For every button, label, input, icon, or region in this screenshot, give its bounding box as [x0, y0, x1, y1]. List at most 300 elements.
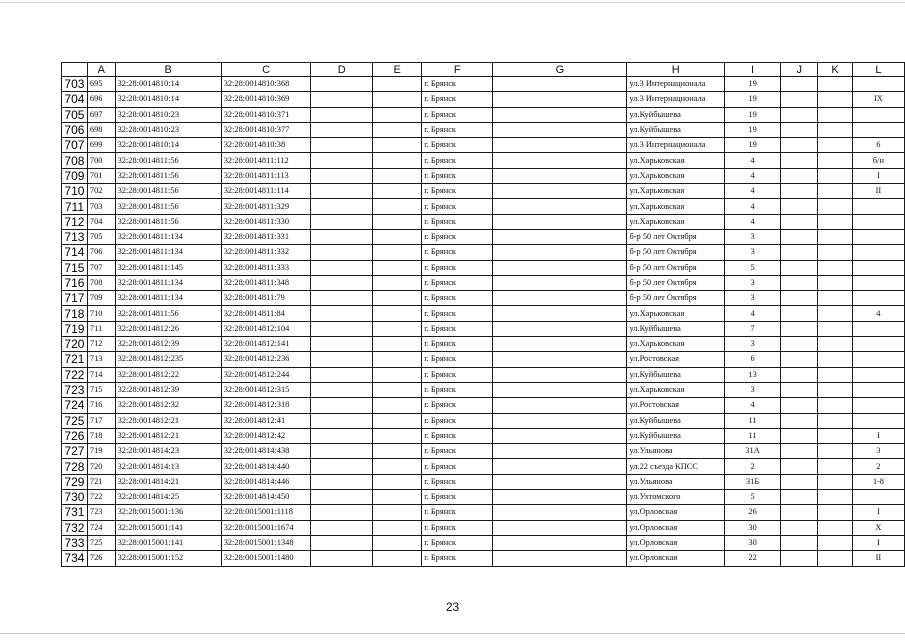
- row-number: 731: [62, 505, 88, 520]
- cell-j: [781, 398, 818, 413]
- cell-k: [818, 505, 852, 520]
- cell-c: 32:28:0014814:440: [221, 459, 311, 474]
- cell-k: [818, 107, 852, 122]
- table-row: [62, 153, 905, 168]
- cell-e: [373, 459, 422, 474]
- row-number: 713: [62, 229, 88, 244]
- cell-b: 32:28:0014811:56: [115, 199, 221, 214]
- cell-a: 714: [87, 367, 115, 382]
- cell-b: 32:28:0015001:141: [115, 520, 221, 535]
- cell-d: [311, 138, 373, 153]
- column-header-f: F: [422, 63, 493, 77]
- cell-e: [373, 275, 422, 290]
- cell-a: 707: [87, 260, 115, 275]
- cell-h: ул.Ульянова: [627, 474, 725, 489]
- cell-f: г. Брянск: [422, 551, 493, 566]
- cell-h: ул.Ростовская: [627, 352, 725, 367]
- cell-b: 32:28:0015001:141: [115, 535, 221, 550]
- cell-b: 32:28:0015001:152: [115, 551, 221, 566]
- table-row: [62, 184, 905, 199]
- cell-c: 32:28:0014814:450: [221, 490, 311, 505]
- cell-f: г. Брянск: [422, 382, 493, 397]
- cell-l: б/н: [852, 153, 904, 168]
- cell-d: [311, 474, 373, 489]
- cell-d: [311, 122, 373, 137]
- cell-f: г. Брянск: [422, 153, 493, 168]
- cell-g: [493, 413, 627, 428]
- cell-e: [373, 138, 422, 153]
- cell-g: [493, 520, 627, 535]
- cell-k: [818, 428, 852, 443]
- cell-e: [373, 184, 422, 199]
- cell-l: [852, 398, 904, 413]
- cell-j: [781, 122, 818, 137]
- row-number: 721: [62, 352, 88, 367]
- cell-k: [818, 229, 852, 244]
- cell-l: [852, 413, 904, 428]
- table-row: [62, 367, 905, 382]
- cell-a: 700: [87, 153, 115, 168]
- cell-h: ул.Харьковская: [627, 199, 725, 214]
- cell-c: 32:28:0014811:84: [221, 306, 311, 321]
- cell-a: 702: [87, 184, 115, 199]
- cell-a: 718: [87, 428, 115, 443]
- cell-e: [373, 153, 422, 168]
- cell-c: 32:28:0014811:329: [221, 199, 311, 214]
- cell-j: [781, 352, 818, 367]
- cell-g: [493, 214, 627, 229]
- table-row: [62, 398, 905, 413]
- scan-edge-bottom: [0, 633, 905, 634]
- cell-i: 31А: [725, 444, 781, 459]
- cell-k: [818, 168, 852, 183]
- cell-j: [781, 77, 818, 92]
- table-row: [62, 321, 905, 336]
- cell-e: [373, 382, 422, 397]
- cell-i: 31Б: [725, 474, 781, 489]
- row-number: 715: [62, 260, 88, 275]
- cell-e: [373, 306, 422, 321]
- cell-i: 4: [725, 184, 781, 199]
- table-row: [62, 459, 905, 474]
- cell-b: 32:28:0014811:134: [115, 229, 221, 244]
- cell-j: [781, 428, 818, 443]
- cell-c: 32:28:0014811:113: [221, 168, 311, 183]
- cell-k: [818, 520, 852, 535]
- cell-d: [311, 490, 373, 505]
- cell-c: 32:28:0014812:315: [221, 382, 311, 397]
- row-number: 723: [62, 382, 88, 397]
- cell-i: 5: [725, 490, 781, 505]
- cell-b: 32:28:0014810:14: [115, 138, 221, 153]
- cell-e: [373, 229, 422, 244]
- cell-h: ул.Харьковская: [627, 168, 725, 183]
- cell-a: 710: [87, 306, 115, 321]
- cell-a: 722: [87, 490, 115, 505]
- cell-a: 724: [87, 520, 115, 535]
- cell-g: [493, 184, 627, 199]
- cell-e: [373, 214, 422, 229]
- cell-k: [818, 245, 852, 260]
- cell-f: г. Брянск: [422, 107, 493, 122]
- table-row: [62, 444, 905, 459]
- table-row: [62, 214, 905, 229]
- cell-c: 32:28:0014812:244: [221, 367, 311, 382]
- cell-l: 6: [852, 138, 904, 153]
- cell-h: б-р 50 лет Октября: [627, 275, 725, 290]
- row-number: 730: [62, 490, 88, 505]
- cell-h: ул.3 Интернационала: [627, 92, 725, 107]
- cell-j: [781, 138, 818, 153]
- cell-k: [818, 77, 852, 92]
- cell-c: 32:28:0014812:236: [221, 352, 311, 367]
- cell-g: [493, 245, 627, 260]
- cell-d: [311, 551, 373, 566]
- cell-b: 32:28:0014812:235: [115, 352, 221, 367]
- cell-d: [311, 107, 373, 122]
- cell-d: [311, 245, 373, 260]
- cell-i: 5: [725, 260, 781, 275]
- cell-l: I: [852, 428, 904, 443]
- cell-l: II: [852, 184, 904, 199]
- cell-i: 3: [725, 245, 781, 260]
- cell-c: 32:28:0014810:377: [221, 122, 311, 137]
- cell-d: [311, 459, 373, 474]
- cell-a: 696: [87, 92, 115, 107]
- cell-a: 715: [87, 382, 115, 397]
- cell-i: 4: [725, 199, 781, 214]
- cell-e: [373, 92, 422, 107]
- cell-e: [373, 321, 422, 336]
- row-number: 725: [62, 413, 88, 428]
- cell-i: 11: [725, 428, 781, 443]
- cell-g: [493, 306, 627, 321]
- row-number: 714: [62, 245, 88, 260]
- cell-c: 32:28:0014814:446: [221, 474, 311, 489]
- cell-k: [818, 138, 852, 153]
- cell-c: 32:28:0014810:369: [221, 92, 311, 107]
- cell-f: г. Брянск: [422, 535, 493, 550]
- cell-k: [818, 367, 852, 382]
- column-header-d: D: [311, 63, 373, 77]
- cell-j: [781, 337, 818, 352]
- row-number: 704: [62, 92, 88, 107]
- cell-b: 32:28:0014814:25: [115, 490, 221, 505]
- cell-a: 726: [87, 551, 115, 566]
- cell-e: [373, 337, 422, 352]
- cell-a: 719: [87, 444, 115, 459]
- table-row: [62, 199, 905, 214]
- cell-j: [781, 382, 818, 397]
- cell-f: г. Брянск: [422, 291, 493, 306]
- cell-b: 32:28:0014814:23: [115, 444, 221, 459]
- cell-l: IX: [852, 92, 904, 107]
- cell-i: 3: [725, 275, 781, 290]
- cell-i: 6: [725, 352, 781, 367]
- cell-e: [373, 398, 422, 413]
- cell-f: г. Брянск: [422, 459, 493, 474]
- cell-l: I: [852, 535, 904, 550]
- column-header-l: L: [852, 63, 904, 77]
- page-number: 23: [445, 600, 460, 614]
- cell-d: [311, 92, 373, 107]
- cell-g: [493, 367, 627, 382]
- cell-k: [818, 413, 852, 428]
- cell-k: [818, 551, 852, 566]
- cell-e: [373, 490, 422, 505]
- cell-h: ул.Куйбышева: [627, 107, 725, 122]
- cell-f: г. Брянск: [422, 229, 493, 244]
- cell-b: 32:28:0014812:39: [115, 337, 221, 352]
- cell-k: [818, 444, 852, 459]
- cell-d: [311, 398, 373, 413]
- cell-c: 32:28:0015001:1674: [221, 520, 311, 535]
- table-row: [62, 352, 905, 367]
- cell-g: [493, 535, 627, 550]
- row-number: 712: [62, 214, 88, 229]
- cell-j: [781, 551, 818, 566]
- cell-f: г. Брянск: [422, 474, 493, 489]
- cell-g: [493, 505, 627, 520]
- cell-a: 703: [87, 199, 115, 214]
- cell-k: [818, 184, 852, 199]
- cell-h: ул.22 съезда КПСС: [627, 459, 725, 474]
- cell-d: [311, 260, 373, 275]
- cell-i: 19: [725, 77, 781, 92]
- cell-b: 32:28:0014811:56: [115, 184, 221, 199]
- table-row: [62, 92, 905, 107]
- cell-e: [373, 428, 422, 443]
- cell-c: 32:28:0014812:141: [221, 337, 311, 352]
- cell-g: [493, 459, 627, 474]
- cell-a: 716: [87, 398, 115, 413]
- cell-h: ул.Харьковская: [627, 214, 725, 229]
- cell-h: ул.Ростовская: [627, 398, 725, 413]
- column-header-c: C: [221, 63, 311, 77]
- cell-b: 32:28:0014811:134: [115, 245, 221, 260]
- cell-b: 32:28:0014810:23: [115, 107, 221, 122]
- cell-f: г. Брянск: [422, 245, 493, 260]
- cell-h: ул.Орловская: [627, 535, 725, 550]
- cell-h: ул.Харьковская: [627, 306, 725, 321]
- cell-j: [781, 505, 818, 520]
- cell-d: [311, 520, 373, 535]
- column-header-row: [62, 63, 905, 77]
- cell-h: ул.Харьковская: [627, 382, 725, 397]
- cell-h: ул.Куйбышева: [627, 367, 725, 382]
- cell-j: [781, 291, 818, 306]
- cell-i: 22: [725, 551, 781, 566]
- row-number: 726: [62, 428, 88, 443]
- cell-j: [781, 459, 818, 474]
- cell-c: 32:28:0015001:1118: [221, 505, 311, 520]
- cell-h: ул.Куйбышева: [627, 122, 725, 137]
- cell-d: [311, 321, 373, 336]
- cell-f: г. Брянск: [422, 444, 493, 459]
- cell-g: [493, 92, 627, 107]
- cell-c: 32:28:0014812:42: [221, 428, 311, 443]
- cell-e: [373, 535, 422, 550]
- cell-g: [493, 275, 627, 290]
- cell-j: [781, 153, 818, 168]
- cell-g: [493, 168, 627, 183]
- cell-f: г. Брянск: [422, 520, 493, 535]
- cell-l: 4: [852, 306, 904, 321]
- cell-a: 706: [87, 245, 115, 260]
- cell-j: [781, 535, 818, 550]
- cell-f: г. Брянск: [422, 92, 493, 107]
- table-row: [62, 229, 905, 244]
- cell-j: [781, 107, 818, 122]
- cell-j: [781, 413, 818, 428]
- cell-f: г. Брянск: [422, 138, 493, 153]
- cell-a: 712: [87, 337, 115, 352]
- column-header-g: G: [493, 63, 627, 77]
- cell-f: г. Брянск: [422, 413, 493, 428]
- cell-c: 32:28:0014811:330: [221, 214, 311, 229]
- cell-g: [493, 229, 627, 244]
- row-number: 732: [62, 520, 88, 535]
- cell-e: [373, 245, 422, 260]
- table-row: [62, 520, 905, 535]
- cell-i: 7: [725, 321, 781, 336]
- row-number: 727: [62, 444, 88, 459]
- cell-a: 697: [87, 107, 115, 122]
- cell-l: [852, 260, 904, 275]
- cell-h: б-р 50 лет Октября: [627, 291, 725, 306]
- cell-g: [493, 138, 627, 153]
- cell-j: [781, 229, 818, 244]
- cell-k: [818, 92, 852, 107]
- cell-i: 13: [725, 367, 781, 382]
- cell-g: [493, 122, 627, 137]
- cell-b: 32:28:0014811:145: [115, 260, 221, 275]
- cell-b: 32:28:0014811:56: [115, 168, 221, 183]
- cell-c: 32:28:0014811:114: [221, 184, 311, 199]
- cell-j: [781, 199, 818, 214]
- cell-g: [493, 474, 627, 489]
- cell-f: г. Брянск: [422, 428, 493, 443]
- cell-k: [818, 535, 852, 550]
- table-row: [62, 337, 905, 352]
- cell-b: 32:28:0014810:14: [115, 77, 221, 92]
- cell-g: [493, 490, 627, 505]
- cell-g: [493, 291, 627, 306]
- cell-j: [781, 321, 818, 336]
- cell-j: [781, 367, 818, 382]
- table-row: [62, 138, 905, 153]
- cell-d: [311, 413, 373, 428]
- cell-e: [373, 520, 422, 535]
- cell-b: 32:28:0014811:134: [115, 291, 221, 306]
- cell-i: 4: [725, 398, 781, 413]
- column-header-a: A: [87, 63, 115, 77]
- cell-h: ул.Харьковская: [627, 184, 725, 199]
- cell-i: 19: [725, 138, 781, 153]
- cell-d: [311, 444, 373, 459]
- cell-j: [781, 214, 818, 229]
- cell-a: 695: [87, 77, 115, 92]
- cell-d: [311, 367, 373, 382]
- cell-k: [818, 398, 852, 413]
- cell-c: 32:28:0014811:79: [221, 291, 311, 306]
- cell-b: 32:28:0014812:22: [115, 367, 221, 382]
- cell-b: 32:28:0014811:56: [115, 306, 221, 321]
- row-number: 728: [62, 459, 88, 474]
- cell-l: [852, 337, 904, 352]
- cell-g: [493, 260, 627, 275]
- cell-l: [852, 107, 904, 122]
- cell-b: 32:28:0014811:134: [115, 275, 221, 290]
- cell-i: 2: [725, 459, 781, 474]
- cell-f: г. Брянск: [422, 122, 493, 137]
- cell-k: [818, 474, 852, 489]
- cell-a: 709: [87, 291, 115, 306]
- cell-a: 705: [87, 229, 115, 244]
- cell-f: г. Брянск: [422, 199, 493, 214]
- cell-c: 32:28:0014811:333: [221, 260, 311, 275]
- cell-j: [781, 306, 818, 321]
- row-number: 709: [62, 168, 88, 183]
- spreadsheet-table: [61, 62, 905, 567]
- cell-h: ул.Орловская: [627, 551, 725, 566]
- cell-l: [852, 245, 904, 260]
- cell-g: [493, 428, 627, 443]
- row-number: 711: [62, 199, 88, 214]
- cell-d: [311, 382, 373, 397]
- cell-i: 3: [725, 229, 781, 244]
- table-row: [62, 551, 905, 566]
- cell-j: [781, 490, 818, 505]
- cell-i: 19: [725, 122, 781, 137]
- cell-c: 32:28:0014810:38: [221, 138, 311, 153]
- cell-k: [818, 490, 852, 505]
- cell-f: г. Брянск: [422, 321, 493, 336]
- cell-f: г. Брянск: [422, 77, 493, 92]
- cell-g: [493, 352, 627, 367]
- cell-d: [311, 505, 373, 520]
- cell-e: [373, 291, 422, 306]
- cell-e: [373, 260, 422, 275]
- cell-l: [852, 321, 904, 336]
- cell-i: 3: [725, 337, 781, 352]
- cell-e: [373, 107, 422, 122]
- cell-h: ул.3 Интернационала: [627, 77, 725, 92]
- cell-f: г. Брянск: [422, 505, 493, 520]
- cell-l: [852, 490, 904, 505]
- table-row: [62, 122, 905, 137]
- cell-i: 4: [725, 168, 781, 183]
- cell-j: [781, 520, 818, 535]
- row-number: 733: [62, 535, 88, 550]
- cell-a: 711: [87, 321, 115, 336]
- cell-j: [781, 184, 818, 199]
- cell-e: [373, 413, 422, 428]
- cell-c: 32:28:0014814:438: [221, 444, 311, 459]
- cell-a: 701: [87, 168, 115, 183]
- table-body: [62, 77, 905, 567]
- row-number: 717: [62, 291, 88, 306]
- cell-a: 708: [87, 275, 115, 290]
- cell-k: [818, 337, 852, 352]
- cell-e: [373, 551, 422, 566]
- cell-g: [493, 321, 627, 336]
- cell-l: II: [852, 551, 904, 566]
- cell-d: [311, 428, 373, 443]
- cell-a: 698: [87, 122, 115, 137]
- cell-l: [852, 352, 904, 367]
- cell-k: [818, 291, 852, 306]
